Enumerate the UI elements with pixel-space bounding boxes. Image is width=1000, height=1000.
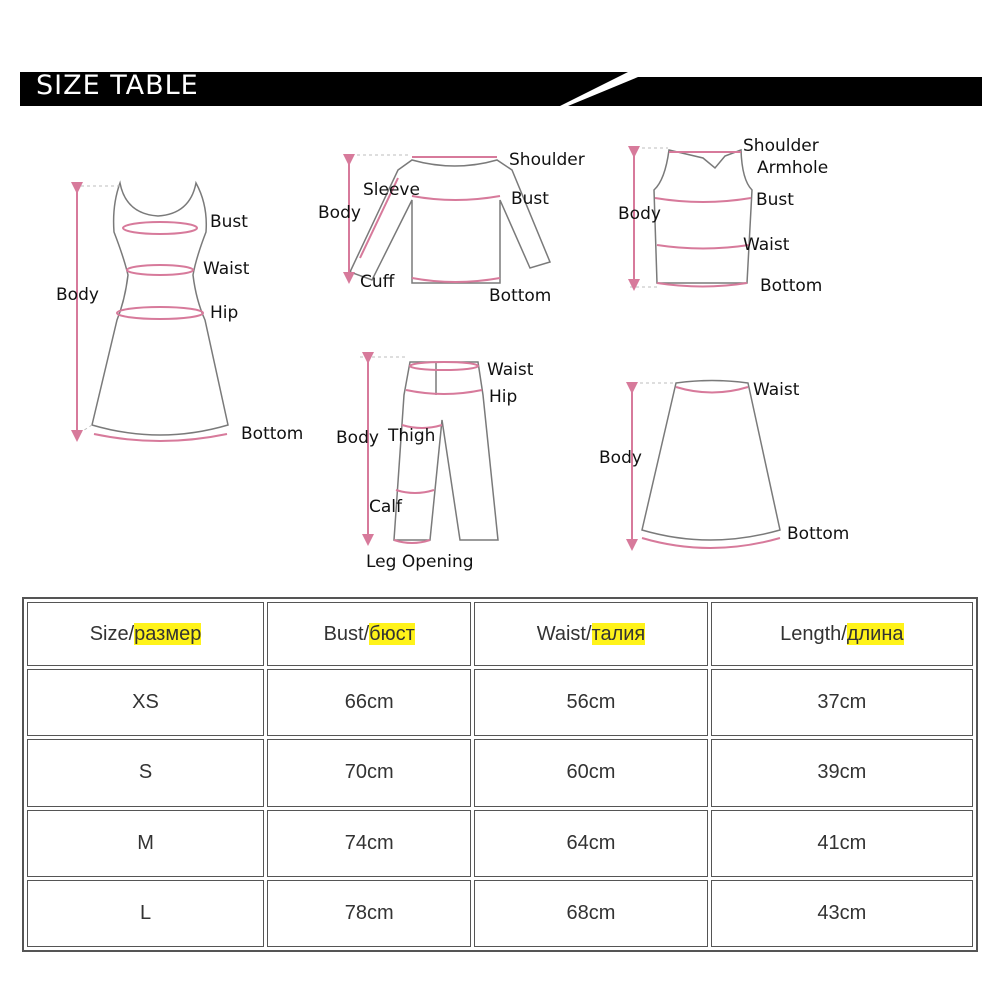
vest-body-label: Body (618, 204, 661, 224)
cell-size: XS (27, 669, 264, 736)
garment-diagrams (0, 120, 1000, 590)
pants-waist-label: Waist (487, 360, 534, 380)
cell-bust: 66cm (267, 669, 471, 736)
sweater-body-label: Body (318, 203, 361, 223)
dress-body-label: Body (56, 285, 99, 305)
cell-length: 37cm (711, 669, 973, 736)
pants-thigh-label: Thigh (388, 426, 436, 446)
vest-waist-label: Waist (743, 235, 790, 255)
sweater-cuff-label: Cuff (360, 272, 395, 292)
sweater-bust-label: Bust (511, 189, 549, 209)
pants-leg-opening-label: Leg Opening (366, 552, 474, 572)
skirt-body-label: Body (599, 448, 642, 468)
table-row (27, 810, 973, 877)
vest-diagram (618, 136, 828, 296)
cell-bust: 70cm (267, 739, 471, 806)
table-row (27, 669, 973, 736)
cell-length: 43cm (711, 880, 973, 947)
cell-waist: 60cm (474, 739, 707, 806)
header-waist: Waist/талия (474, 602, 707, 666)
header-length: Length/длина (711, 602, 973, 666)
dress-bust-label: Bust (210, 212, 248, 232)
cell-length: 41cm (711, 810, 973, 877)
size-table (22, 597, 978, 952)
dress-hip-label: Hip (210, 303, 239, 323)
vest-shoulder-label: Shoulder (743, 136, 819, 156)
pants-calf-label: Calf (369, 497, 402, 517)
header-banner (0, 0, 1000, 120)
header-title: SIZE TABLE (36, 70, 199, 101)
dress-waist-label: Waist (203, 259, 250, 279)
sweater-bottom-label: Bottom (489, 286, 552, 306)
dress-bottom-label: Bottom (241, 424, 304, 444)
cell-size: S (27, 739, 264, 806)
table-row (27, 739, 973, 806)
sweater-diagram (318, 150, 585, 306)
cell-waist: 56cm (474, 669, 707, 736)
table-row (27, 880, 973, 947)
skirt-bottom-label: Bottom (787, 524, 850, 544)
pants-body-label: Body (336, 428, 379, 448)
header-size: Size/размер (27, 602, 264, 666)
table-header-row (27, 602, 973, 666)
cell-length: 39cm (711, 739, 973, 806)
cell-size: M (27, 810, 264, 877)
sweater-shoulder-label: Shoulder (509, 150, 585, 170)
cell-bust: 78cm (267, 880, 471, 947)
vest-armhole-label: Armhole (757, 158, 829, 178)
vest-bust-label: Bust (756, 190, 794, 210)
skirt-diagram (599, 380, 849, 548)
size-table-header (0, 0, 1000, 120)
pants-diagram (336, 357, 534, 572)
vest-bottom-label: Bottom (760, 276, 823, 296)
dress-diagram (56, 183, 303, 444)
cell-size: L (27, 880, 264, 947)
cell-bust: 74cm (267, 810, 471, 877)
skirt-waist-label: Waist (753, 380, 800, 400)
sweater-sleeve-label: Sleeve (363, 180, 420, 200)
header-bust: Bust/бюст (267, 602, 471, 666)
cell-waist: 68cm (474, 880, 707, 947)
pants-hip-label: Hip (489, 387, 518, 407)
cell-waist: 64cm (474, 810, 707, 877)
